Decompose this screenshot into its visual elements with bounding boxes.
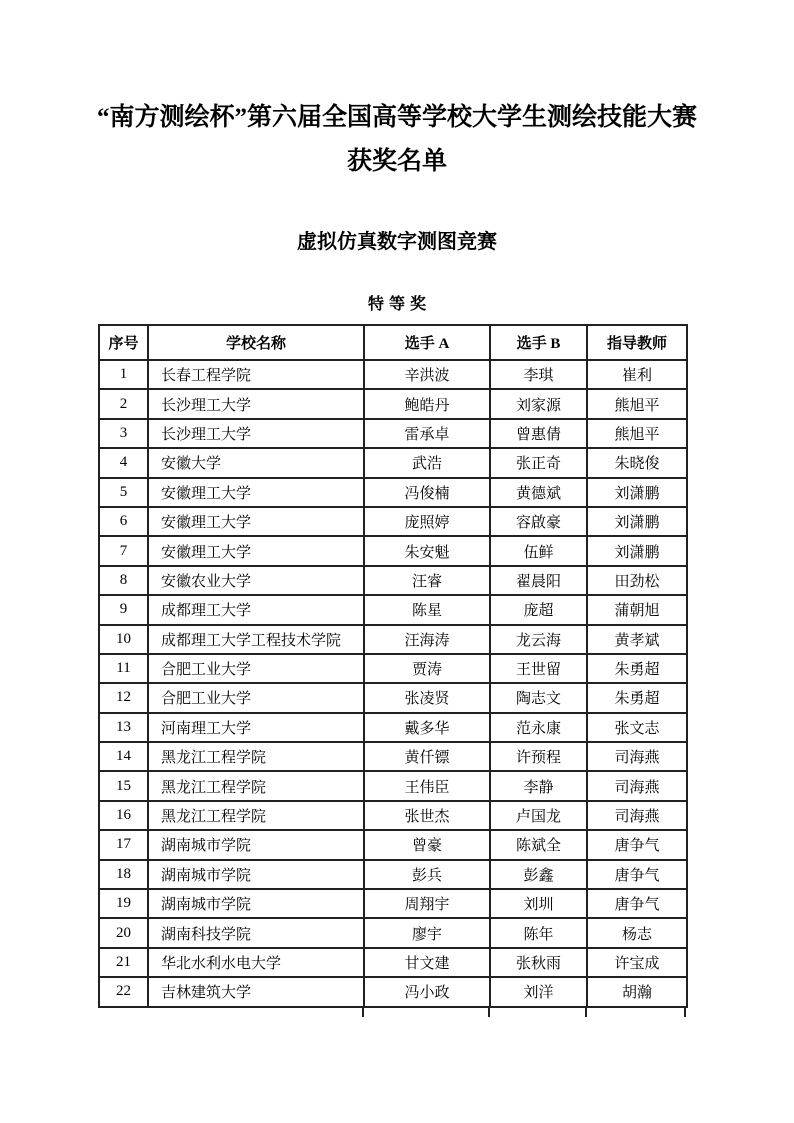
player-a-cell: 庞照婷 — [364, 507, 490, 536]
table-row — [99, 536, 687, 565]
award-level-heading: 特等奖 — [367, 296, 431, 313]
school-name-cell: 合肥工业大学 — [148, 683, 364, 712]
player-a-cell: 汪睿 — [364, 566, 490, 595]
teacher-cell: 司海燕 — [587, 801, 687, 830]
player-b-cell: 许预程 — [490, 742, 587, 771]
teacher-cell: 杨志 — [587, 918, 687, 947]
table-row — [99, 977, 687, 1006]
player-b-cell: 陈年 — [490, 918, 587, 947]
school-name-cell: 黑龙江工程学院 — [148, 771, 364, 800]
row-number-cell: 21 — [99, 948, 148, 977]
school-name-cell: 黑龙江工程学院 — [148, 742, 364, 771]
player-a-cell: 张凌贤 — [364, 683, 490, 712]
teacher-cell: 熊旭平 — [587, 389, 687, 418]
teacher-cell: 熊旭平 — [587, 419, 687, 448]
player-a-cell: 冯俊楠 — [364, 478, 490, 507]
teacher-cell: 唐争气 — [587, 860, 687, 889]
player-b-cell: 刘圳 — [490, 889, 587, 918]
school-name-cell: 长春工程学院 — [148, 360, 364, 389]
player-b-cell: 陈斌全 — [490, 830, 587, 859]
teacher-cell: 司海燕 — [587, 742, 687, 771]
competition-name-heading: 虚拟仿真数字测图竞赛 — [297, 231, 497, 253]
header-cell-player-a: 选手 A — [364, 325, 490, 360]
header-cell-school: 学校名称 — [148, 325, 364, 360]
header-cell-teacher: 指导教师 — [587, 325, 687, 360]
player-a-cell: 辛洪波 — [364, 360, 490, 389]
school-name-cell: 安徽大学 — [148, 448, 364, 477]
player-a-cell: 戴多华 — [364, 713, 490, 742]
table-row — [99, 860, 687, 889]
table-row — [99, 360, 687, 389]
player-b-cell: 庞超 — [490, 595, 587, 624]
school-name-cell: 黑龙江工程学院 — [148, 801, 364, 830]
table-row — [99, 889, 687, 918]
player-a-cell: 廖宇 — [364, 918, 490, 947]
player-a-cell: 朱安魁 — [364, 536, 490, 565]
player-a-cell: 王伟臣 — [364, 771, 490, 800]
player-b-cell: 翟晨阳 — [490, 566, 587, 595]
table-row — [99, 478, 687, 507]
row-number-cell: 11 — [99, 654, 148, 683]
page-break-border-stub — [362, 1008, 364, 1017]
document-title — [0, 0, 794, 184]
player-a-cell: 鲍皓丹 — [364, 389, 490, 418]
table-row — [99, 713, 687, 742]
player-a-cell: 黄仟镖 — [364, 742, 490, 771]
player-b-cell: 李静 — [490, 771, 587, 800]
table-row — [99, 742, 687, 771]
page-break-border-stub — [585, 1008, 587, 1017]
row-number-cell: 8 — [99, 566, 148, 595]
teacher-cell: 刘潇鹏 — [587, 507, 687, 536]
school-name-cell: 安徽理工大学 — [148, 507, 364, 536]
player-a-cell: 彭兵 — [364, 860, 490, 889]
table-row — [99, 595, 687, 624]
row-number-cell: 2 — [99, 389, 148, 418]
school-name-cell: 成都理工大学工程技术学院 — [148, 625, 364, 654]
header-cell-index: 序号 — [99, 325, 148, 360]
row-number-cell: 19 — [99, 889, 148, 918]
player-b-cell: 曾惠倩 — [490, 419, 587, 448]
page-break-border-stub — [684, 1008, 686, 1017]
table-row — [99, 683, 687, 712]
player-a-cell: 周翔宇 — [364, 889, 490, 918]
teacher-cell: 唐争气 — [587, 889, 687, 918]
row-number-cell: 14 — [99, 742, 148, 771]
teacher-cell: 司海燕 — [587, 771, 687, 800]
table-row — [99, 654, 687, 683]
teacher-cell: 朱勇超 — [587, 654, 687, 683]
row-number-cell: 5 — [99, 478, 148, 507]
player-b-cell: 张秋雨 — [490, 948, 587, 977]
table-row — [99, 830, 687, 859]
school-name-cell: 安徽理工大学 — [148, 478, 364, 507]
school-name-cell: 安徽理工大学 — [148, 536, 364, 565]
school-name-cell: 合肥工业大学 — [148, 654, 364, 683]
teacher-cell: 张文志 — [587, 713, 687, 742]
table-row — [99, 566, 687, 595]
table-header-row — [99, 325, 687, 360]
teacher-cell: 蒲朝旭 — [587, 595, 687, 624]
player-a-cell: 汪海涛 — [364, 625, 490, 654]
player-a-cell: 甘文建 — [364, 948, 490, 977]
player-a-cell: 曾豪 — [364, 830, 490, 859]
school-name-cell: 安徽农业大学 — [148, 566, 364, 595]
page-break-border-stub — [488, 1008, 490, 1017]
school-name-cell: 湖南科技学院 — [148, 918, 364, 947]
player-b-cell: 范永康 — [490, 713, 587, 742]
player-b-cell: 刘洋 — [490, 977, 587, 1006]
table-row — [99, 948, 687, 977]
row-number-cell: 3 — [99, 419, 148, 448]
player-b-cell: 李琪 — [490, 360, 587, 389]
player-b-cell: 龙云海 — [490, 625, 587, 654]
table-row — [99, 389, 687, 418]
award-table — [98, 324, 688, 1008]
teacher-cell: 许宝成 — [587, 948, 687, 977]
teacher-cell: 刘潇鹏 — [587, 536, 687, 565]
row-number-cell: 9 — [99, 595, 148, 624]
row-number-cell: 6 — [99, 507, 148, 536]
player-b-cell: 张正奇 — [490, 448, 587, 477]
row-number-cell: 4 — [99, 448, 148, 477]
row-number-cell: 15 — [99, 771, 148, 800]
player-a-cell: 雷承卓 — [364, 419, 490, 448]
table-row — [99, 507, 687, 536]
header-cell-player-b: 选手 B — [490, 325, 587, 360]
row-number-cell: 1 — [99, 360, 148, 389]
school-name-cell: 吉林建筑大学 — [148, 977, 364, 1006]
table-row — [99, 918, 687, 947]
school-name-cell: 湖南城市学院 — [148, 830, 364, 859]
teacher-cell: 唐争气 — [587, 830, 687, 859]
school-name-cell: 河南理工大学 — [148, 713, 364, 742]
row-number-cell: 22 — [99, 977, 148, 1006]
title-line-1: “南方测绘杯”第六届全国高等学校大学生测绘技能大赛 — [96, 104, 697, 131]
teacher-cell: 黄孝斌 — [587, 625, 687, 654]
player-b-cell: 黄德斌 — [490, 478, 587, 507]
player-a-cell: 陈星 — [364, 595, 490, 624]
teacher-cell: 朱勇超 — [587, 683, 687, 712]
school-name-cell: 长沙理工大学 — [148, 389, 364, 418]
award-table-container — [98, 324, 686, 1008]
teacher-cell: 田劲松 — [587, 566, 687, 595]
player-b-cell: 刘家源 — [490, 389, 587, 418]
school-name-cell: 湖南城市学院 — [148, 860, 364, 889]
row-number-cell: 18 — [99, 860, 148, 889]
table-row — [99, 625, 687, 654]
player-a-cell: 武浩 — [364, 448, 490, 477]
teacher-cell: 刘潇鹏 — [587, 478, 687, 507]
player-b-cell: 王世留 — [490, 654, 587, 683]
table-row — [99, 771, 687, 800]
player-a-cell: 贾涛 — [364, 654, 490, 683]
row-number-cell: 10 — [99, 625, 148, 654]
school-name-cell: 成都理工大学 — [148, 595, 364, 624]
table-row — [99, 801, 687, 830]
table-row — [99, 419, 687, 448]
player-b-cell: 伍鲜 — [490, 536, 587, 565]
player-b-cell: 卢国龙 — [490, 801, 587, 830]
row-number-cell: 12 — [99, 683, 148, 712]
row-number-cell: 17 — [99, 830, 148, 859]
row-number-cell: 16 — [99, 801, 148, 830]
row-number-cell: 13 — [99, 713, 148, 742]
teacher-cell: 崔利 — [587, 360, 687, 389]
school-name-cell: 华北水利水电大学 — [148, 948, 364, 977]
teacher-cell: 朱晓俊 — [587, 448, 687, 477]
player-a-cell: 冯小政 — [364, 977, 490, 1006]
player-b-cell: 容啟豪 — [490, 507, 587, 536]
title-line-2: 获奖名单 — [346, 148, 447, 175]
player-a-cell: 张世杰 — [364, 801, 490, 830]
row-number-cell: 20 — [99, 918, 148, 947]
player-b-cell: 彭鑫 — [490, 860, 587, 889]
row-number-cell: 7 — [99, 536, 148, 565]
teacher-cell: 胡瀚 — [587, 977, 687, 1006]
table-row — [99, 448, 687, 477]
player-b-cell: 陶志文 — [490, 683, 587, 712]
school-name-cell: 长沙理工大学 — [148, 419, 364, 448]
school-name-cell: 湖南城市学院 — [148, 889, 364, 918]
